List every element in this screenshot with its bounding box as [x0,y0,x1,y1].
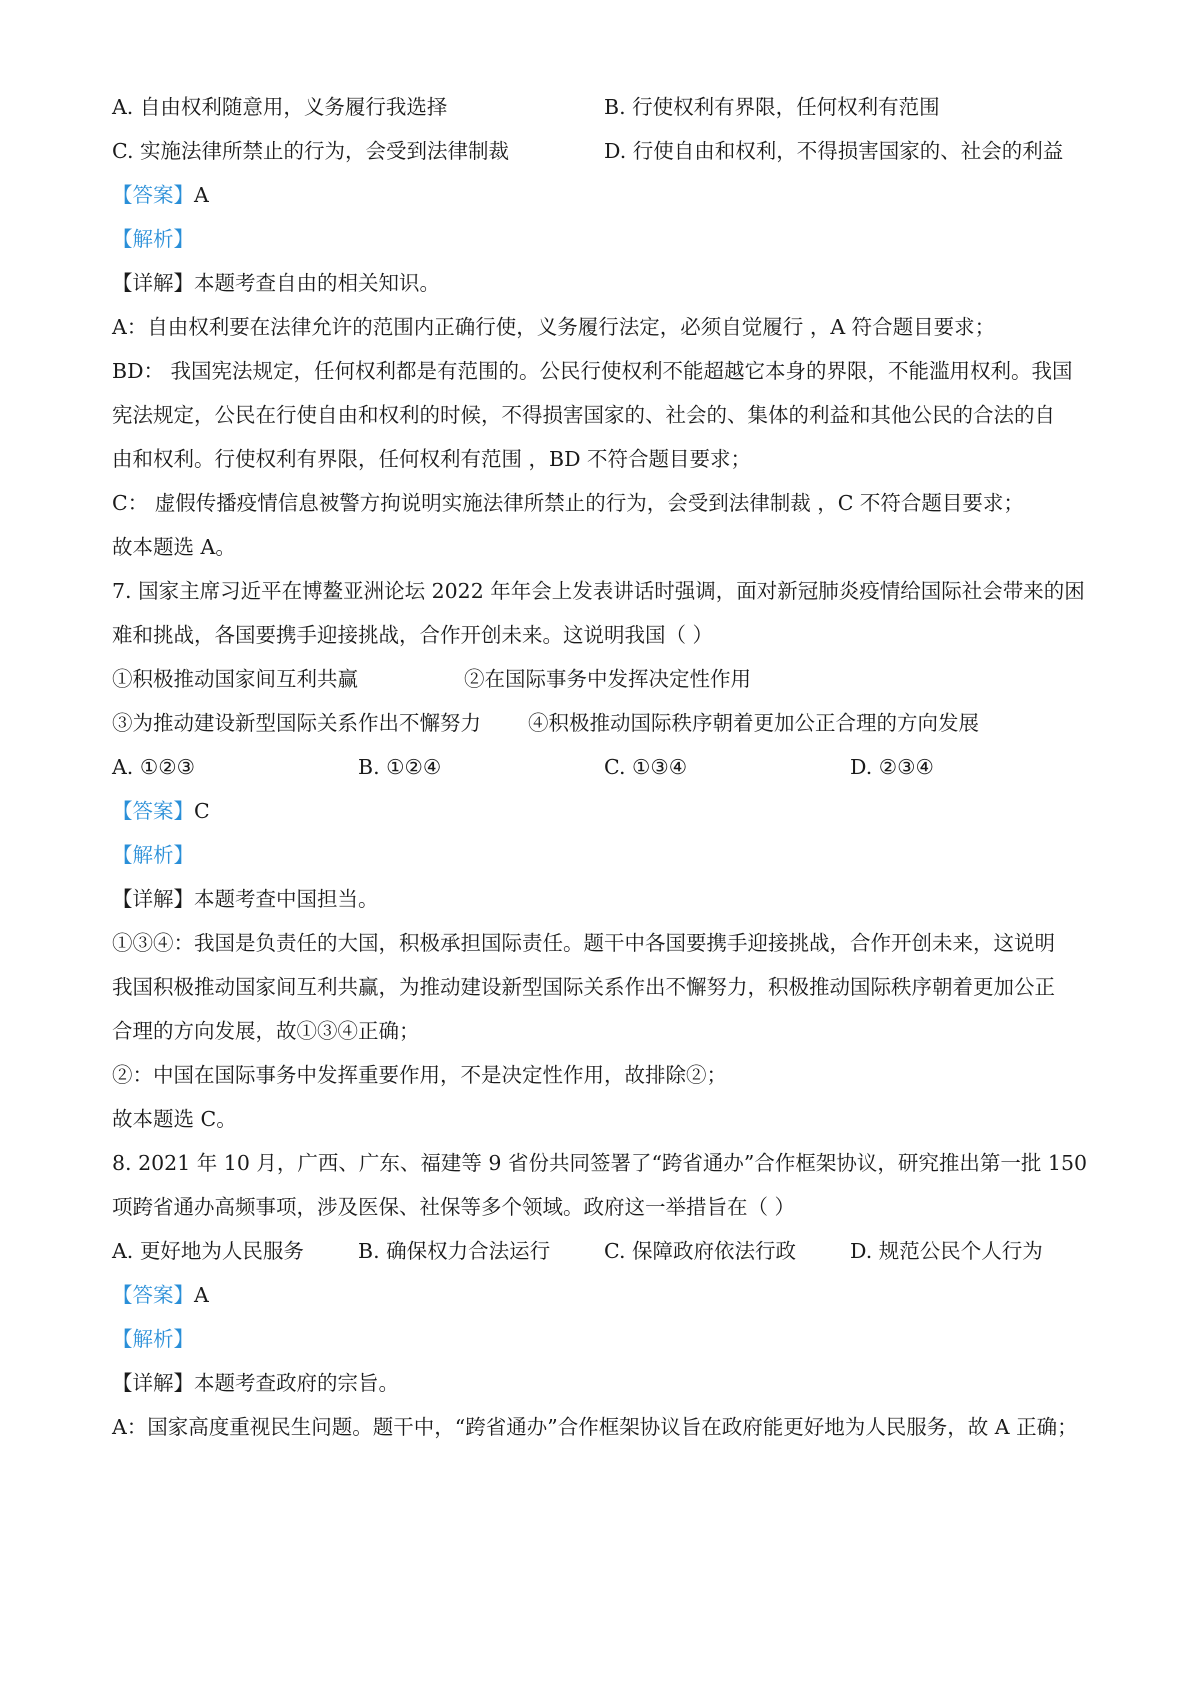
q6-option-d: D. 行使自由和权利，不得损害国家的、社会的利益 [604,139,1064,163]
q7-detail-line-3: 合理的方向发展，故①③④正确； [112,1019,420,1043]
detail-tag: 【详解】 [112,1371,194,1395]
detail-tag: 【详解】 [112,887,194,911]
q8-option-a: A. 更好地为人民服务 [112,1239,304,1263]
q7-option-b: B. ①②④ [358,755,442,779]
q6-answer [112,180,209,210]
q6-analysis-tag [112,224,194,254]
q7-option-c: C. ①③④ [604,755,688,779]
q6-detail-line-4: 由和权利。行使权利有界限，任何权利有范围 ，BD 不符合题目要求； [112,447,752,471]
q8-detail-line-1: A：国家高度重视民生问题。题干中，“跨省通办”合作框架协议旨在政府能更好地为人民服务，故 A 正确； [112,1415,1078,1439]
detail-text: 本题考查自由的相关知识。 [194,271,440,295]
q7-detail-line-1: ①③④：我国是负责任的大国，积极承担国际责任。题干中各国要携手迎接挑战，合作开创未来，这说明 [112,931,1055,955]
analysis-tag: 【解析】 [112,227,194,251]
q7-option-d: D. ②③④ [850,755,934,779]
q7-detail-line-2: 我国积极推动国家间互利共赢，为推动建设新型国际关系作出不懈努力，积极推动国际秩序朝着更加公正 [112,975,1055,999]
detail-text: 本题考查政府的宗旨。 [194,1371,399,1395]
q6-option-b: B. 行使权利有界限，任何权利有范围 [604,95,940,119]
q7-stem-line-1: 难和挑战，各国要携手迎接挑战，合作开创未来。这说明我国（ ） [112,623,714,647]
q8-detail-line-0 [112,1368,399,1398]
q6-detail-line-2: BD： 我国宪法规定，任何权利都是有范围的。公民行使权利不能超越它本身的界限，不能滥用权利。我国 [112,359,1073,383]
q6-option-c: C. 实施法律所禁止的行为，会受到法律制裁 [112,139,509,163]
detail-text: 本题考查中国担当。 [194,887,379,911]
q6-detail-line-0 [112,268,440,298]
q6-detail-line-3: 宪法规定，公民在行使自由和权利的时候，不得损害国家的、社会的、集体的利益和其他公民的合法的自 [112,403,1055,427]
q8-analysis-tag [112,1324,194,1354]
q7-item-1: ①积极推动国家间互利共赢 [112,667,358,691]
q7-item-3: ③为推动建设新型国际关系作出不懈努力 [112,711,481,735]
analysis-tag: 【解析】 [112,843,194,867]
q8-option-b: B. 确保权力合法运行 [358,1239,551,1263]
q6-detail-line-5: C： 虚假传播疫情信息被警方拘说明实施法律所禁止的行为，会受到法律制裁 ，C 不符合题目要求； [112,491,1024,515]
q8-stem-line-1: 项跨省通办高频事项，涉及医保、社保等多个领域。政府这一举措旨在（ ） [112,1195,796,1219]
q7-stem-line-0: 7. 国家主席习近平在博鳌亚洲论坛 2022 年年会上发表讲话时强调，面对新冠肺炎疫情给国际社会带来的困 [112,579,1085,603]
q7-option-a: A. ①②③ [112,755,195,779]
q7-analysis-tag [112,840,194,870]
q7-detail-line-5: 故本题选 C。 [112,1107,237,1131]
q8-option-c: C. 保障政府依法行政 [604,1239,796,1263]
q6-option-a: A. 自由权利随意用，义务履行我选择 [112,95,448,119]
q7-detail-line-4: ②：中国在国际事务中发挥重要作用，不是决定性作用，故排除②； [112,1063,727,1087]
q8-stem-line-0: 8. 2021 年 10 月，广西、广东、福建等 9 省份共同签署了“跨省通办”合作框架协议，研究推出第一批 150 [112,1151,1088,1175]
answer-value: C [194,799,210,823]
answer-value: A [194,183,209,207]
q6-detail-line-6: 故本题选 A。 [112,535,236,559]
analysis-tag: 【解析】 [112,1327,194,1351]
detail-tag: 【详解】 [112,271,194,295]
answer-tag: 【答案】 [112,1283,194,1307]
answer-tag: 【答案】 [112,799,194,823]
q8-answer [112,1280,209,1310]
q7-detail-line-0 [112,884,379,914]
q6-detail-line-1: A：自由权利要在法律允许的范围内正确行使，义务履行法定，必须自觉履行 ，A 符合题目要求； [112,315,996,339]
q8-option-d: D. 规范公民个人行为 [850,1239,1043,1263]
answer-value: A [194,1283,209,1307]
q7-item-4: ④积极推动国际秩序朝着更加公正合理的方向发展 [528,711,979,735]
answer-tag: 【答案】 [112,183,194,207]
q7-answer [112,796,210,826]
q7-item-2: ②在国际事务中发挥决定性作用 [464,667,751,691]
